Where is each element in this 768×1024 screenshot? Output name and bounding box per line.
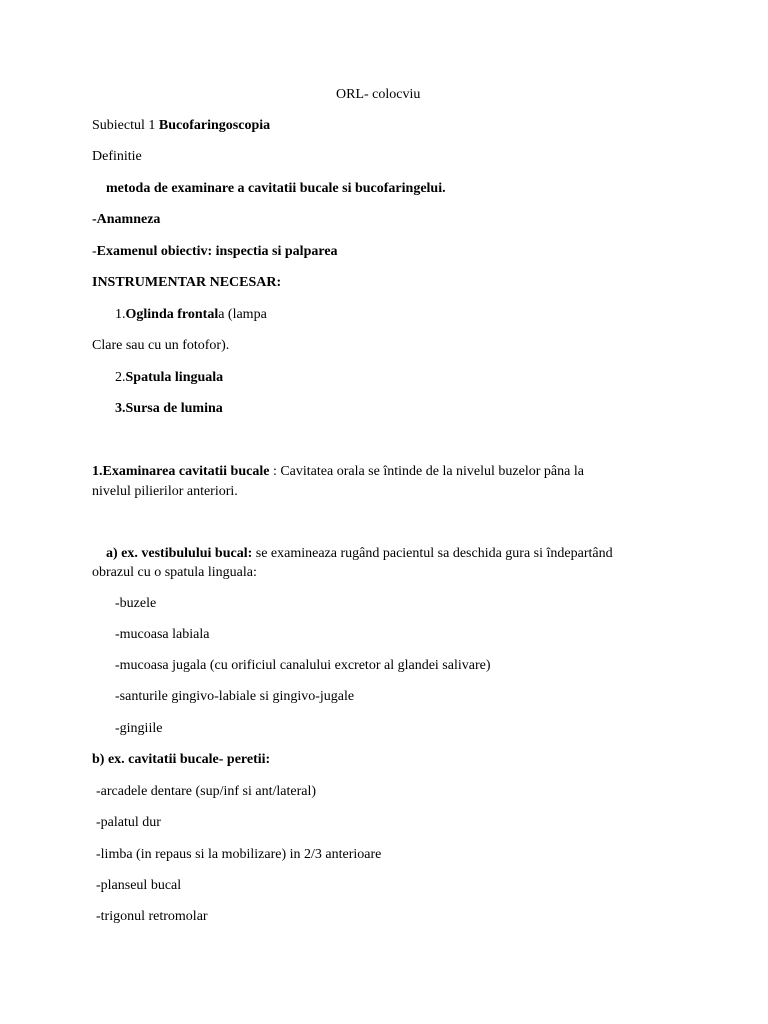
subject-line bbox=[92, 117, 270, 135]
list-item: -limba (in repaus si la mobilizare) in 2/3 anterioare bbox=[96, 847, 382, 862]
list-item: -mucoasa jugala (cu orificiul canalului excretor al glandei salivare) bbox=[115, 658, 491, 673]
list-item: -santurile gingivo-labiale si gingivo-jugale bbox=[115, 689, 355, 704]
instrument-item-2 bbox=[115, 369, 223, 387]
section-1-heading bbox=[92, 463, 584, 481]
anamneza-heading: -Anamneza bbox=[92, 212, 161, 227]
section-a-line-2: obrazul cu o spatula linguala: bbox=[92, 565, 257, 580]
section-b-heading: b) ex. cavitatii bucale- peretii: bbox=[92, 752, 271, 767]
list-item: -arcadele dentare (sup/inf si ant/lateral) bbox=[96, 784, 316, 799]
examen-text: Examenul obiectiv: inspectia si palparea bbox=[96, 244, 338, 259]
list-item: -gingiile bbox=[115, 721, 163, 736]
section-a-text: se examineaza rugând pacientul sa deschida gura si îndepartând bbox=[252, 546, 613, 561]
section-1-title: 1.Examinarea cavitatii bucale bbox=[92, 464, 270, 479]
list-item: -buzele bbox=[115, 596, 157, 611]
instrument-item-1 bbox=[115, 306, 267, 324]
section-a-label: a) ex. vestibulului bucal: bbox=[106, 546, 253, 561]
examen-heading bbox=[92, 243, 338, 261]
instrument-1-name: Oglinda frontal bbox=[125, 307, 219, 322]
section-a-heading bbox=[106, 545, 613, 563]
section-1-text: : Cavitatea orala se întinde de la nivelul buzelor pâna la bbox=[269, 464, 584, 479]
definition-text: metoda de examinare a cavitatii bucale si bucofaringelui. bbox=[106, 181, 446, 196]
instrumentar-heading: INSTRUMENTAR NECESAR: bbox=[92, 275, 282, 290]
list-item: -trigonul retromolar bbox=[96, 909, 208, 924]
definition-heading: Definitie bbox=[92, 149, 142, 164]
list-item: -planseul bucal bbox=[96, 878, 182, 893]
section-1-line-2: nivelul pilierilor anteriori. bbox=[92, 484, 238, 499]
subject-name: Bucofaringoscopia bbox=[158, 118, 271, 133]
instrument-2-number: 2. bbox=[115, 370, 126, 385]
instrument-2-name: Spatula linguala bbox=[125, 370, 224, 385]
instrument-item-1-continuation: Clare sau cu un fotofor). bbox=[92, 338, 230, 353]
instrument-1-rest: a (lampa bbox=[218, 307, 267, 322]
examen-prefix: - bbox=[92, 244, 97, 259]
list-item: -mucoasa labiala bbox=[115, 627, 210, 642]
subject-label: Subiectul 1 bbox=[92, 118, 159, 133]
instrument-item-3: 3.Sursa de lumina bbox=[115, 401, 223, 416]
instrument-1-number: 1. bbox=[115, 307, 126, 322]
document-title: ORL- colocviu bbox=[336, 87, 421, 102]
list-item: -palatul dur bbox=[96, 815, 161, 830]
